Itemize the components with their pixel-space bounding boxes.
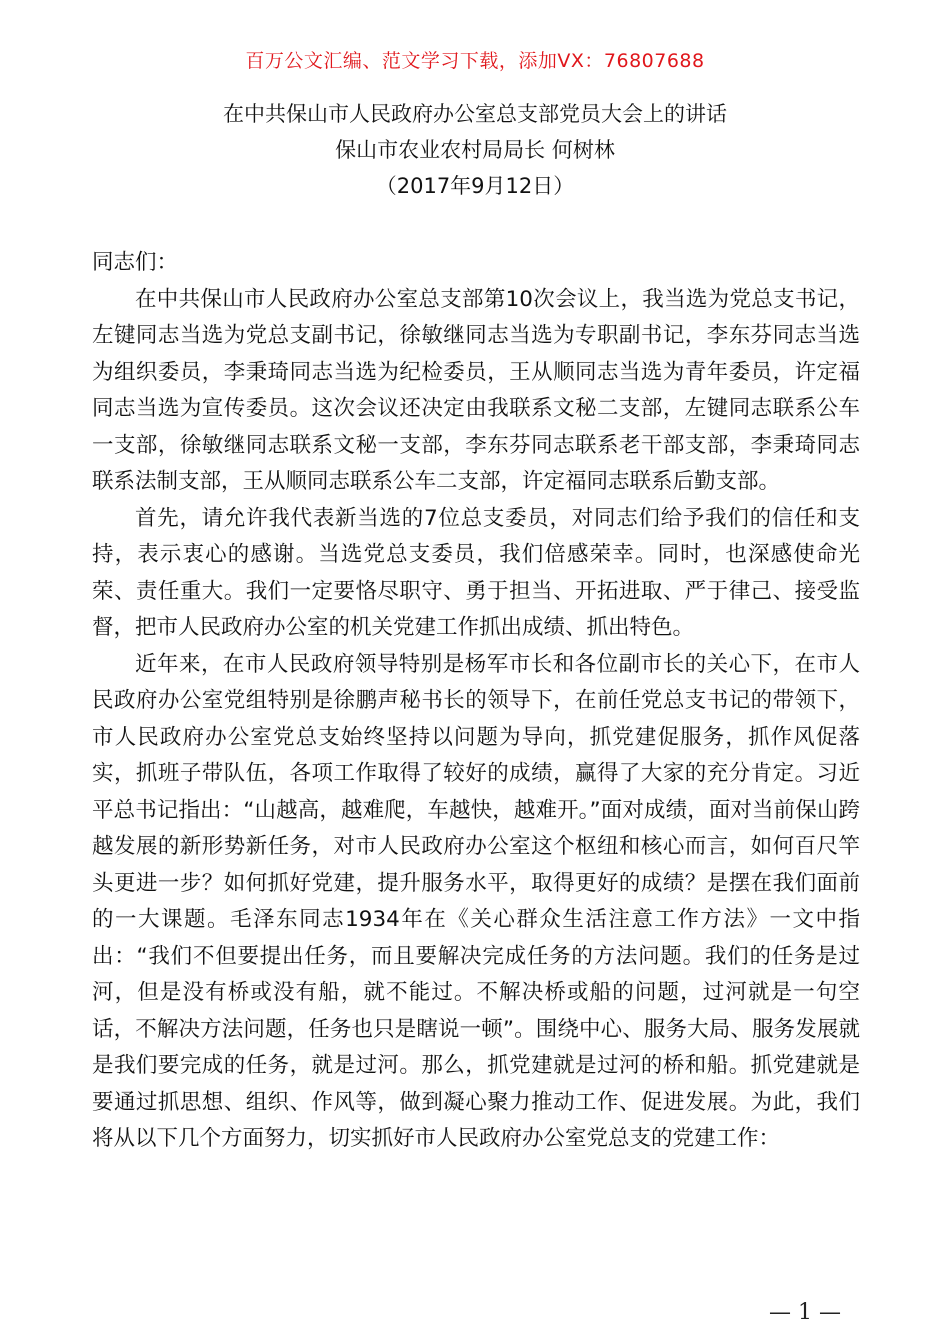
- document-header: [0, 96, 950, 204]
- document-title: 在中共保山市人民政府办公室总支部党员大会上的讲话: [223, 102, 727, 126]
- paragraph-thanks: 首先，请允许我代表新当选的7位总支委员，对同志们给予我们的信任和支持，表示衷心的感谢。当选党总支委员，我们倍感荣幸。同时，也深感使命光荣、责任重大。我们一定要恪尽职守、勇于担当、开拓进取、严于律己、接受监督，把市人民政府办公室的机关党建工作抓出成绩、抓出特色。: [92, 505, 860, 640]
- paragraph-achievements: 近年来，在市人民政府领导特别是杨军市长和各位副市长的关心下，在市人民政府办公室党组特别是徐鹏声秘书长的领导下，在前任党总支书记的带领下，市人民政府办公室党总支始终坚持以问题为导向，抓党建促服务，抓作风促落实，抓班子带队伍，各项工作取得了较好的成绩，赢得了大家的充分肯定。习近平总书记指出：“山越高，越难爬，车越快，越难开。”面对成绩，面对当前保山跨越发展的新形势新任务，对市人民政府办公室这个枢纽和核心而言，如何百尺竿头更进一步？如何抓好党建，提升服务水平，取得更好的成绩？是摆在我们面前的一大课题。毛泽东同志1934年在《关心群众生活注意工作方法》一文中指出：“我们不但要提出任务，而且要解决完成任务的方法问题。我们的任务是过河，但是没有桥或没有船，就不能过。不解决桥或船的问题，过河就是一句空话，不解决方法问题，任务也只是瞎说一顿”。围绕中心、服务大局、服务发展就是我们要完成的任务，就是过河。那么，抓党建就是过河的桥和船。抓党建就是要通过抓思想、组织、作风等，做到凝心聚力推动工作、促进发展。为此，我们将从以下几个方面努力，切实抓好市人民政府办公室党总支的党建工作：: [92, 651, 860, 1151]
- page-number: — 1 —: [769, 1300, 841, 1325]
- watermark-banner: 百万公文汇编、范文学习下载，添加VX：76807688: [245, 50, 705, 72]
- paragraph-election: 在中共保山市人民政府办公室总支部第10次会议上，我当选为党总支书记，左键同志当选为党总支副书记，徐敏继同志当选为专职副书记，李东芬同志当选为组织委员，李秉琦同志当选为纪检委员，王从顺同志当选为青年委员，许定福同志当选为宣传委员。这次会议还决定由我联系文秘二支部，左键同志联系公车一支部，徐敏继同志联系文秘一支部，李东芬同志联系老干部支部，李秉琦同志联系法制支部，王从顺同志联系公车二支部，许定福同志联系后勤支部。: [92, 286, 860, 494]
- speech-date: （2017年9月12日）: [375, 174, 575, 198]
- salutation: 同志们：: [92, 250, 179, 275]
- document-body: [92, 245, 860, 1158]
- speaker-line: 保山市农业农村局局长 何树林: [335, 138, 615, 162]
